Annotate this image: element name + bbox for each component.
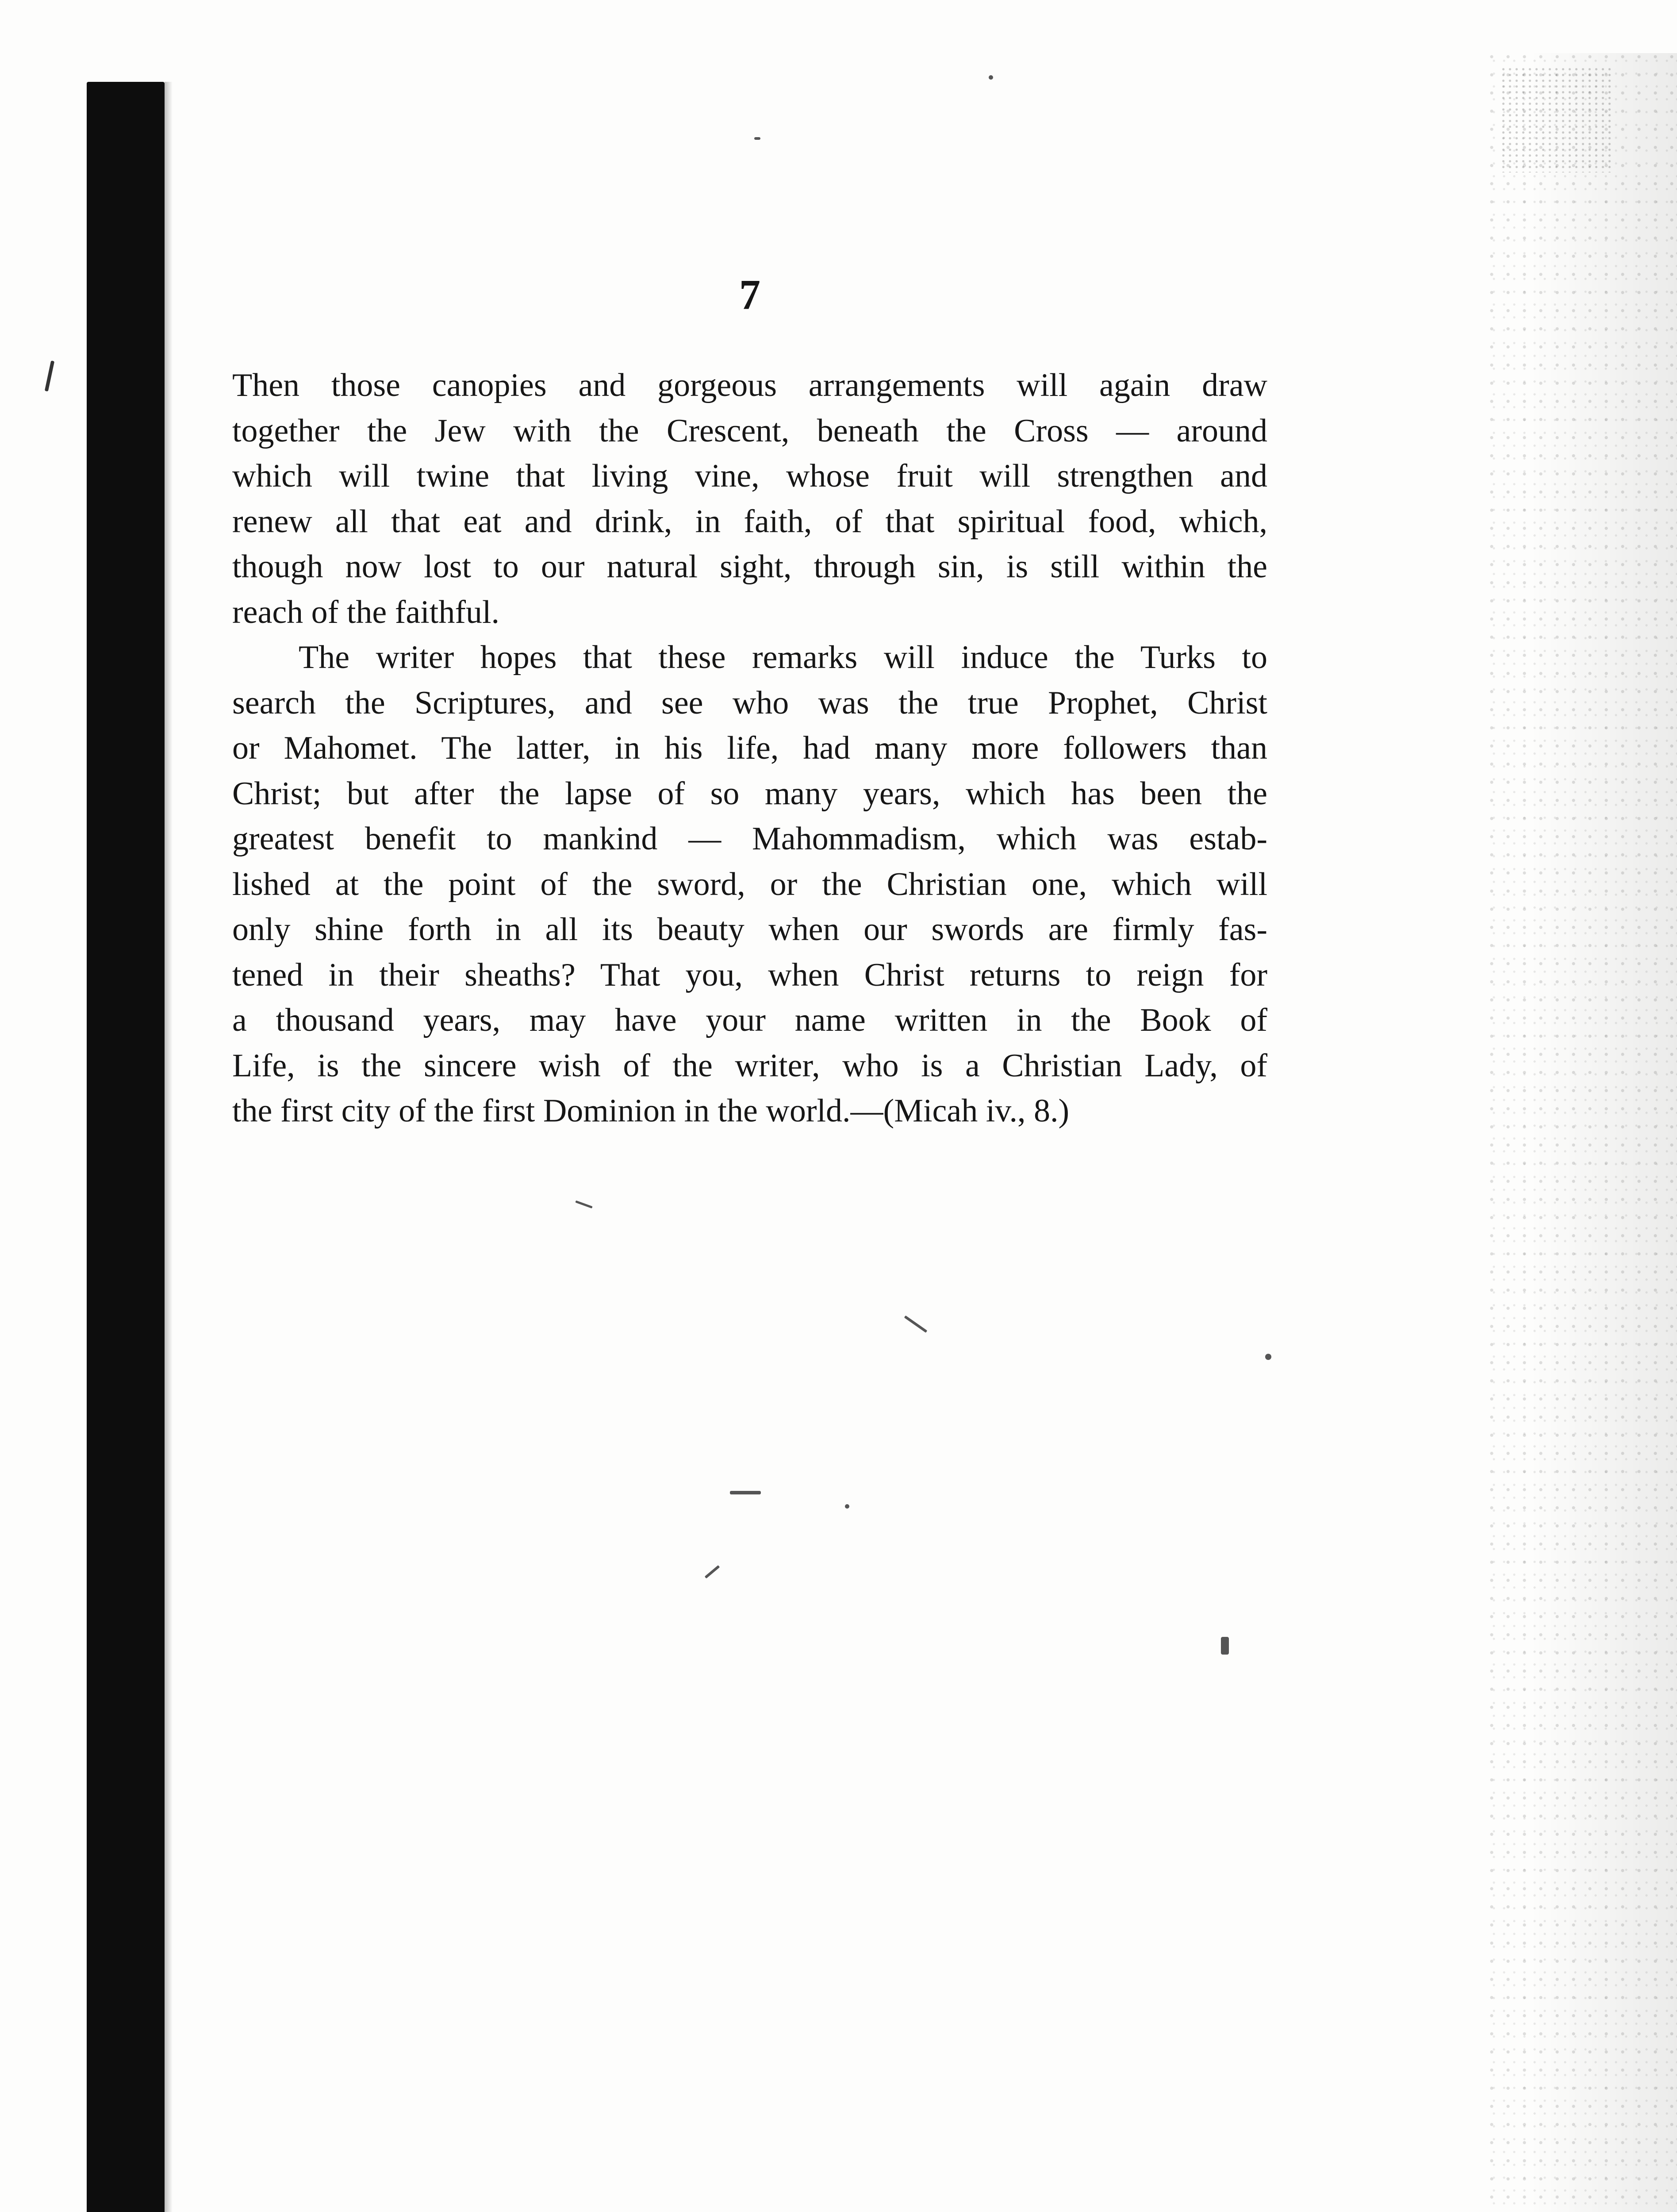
- scan-speck: [754, 137, 760, 140]
- text-line: renew all that eat and drink, in faith, of that spiritual food, which,: [232, 503, 1267, 540]
- text-line: Then those canopies and gorgeous arrangements will again draw: [232, 367, 1267, 403]
- scan-speck: [1265, 1354, 1271, 1360]
- text-line: lished at the point of the sword, or the Christian one, which will: [232, 866, 1267, 902]
- text-line: search the Scriptures, and see who was the true Prophet, Christ: [232, 684, 1267, 721]
- scan-speck: [904, 1315, 928, 1333]
- scan-speck: [575, 1200, 592, 1208]
- text-line: Life, is the sincere wish of the writer, who is a Christian Lady, of: [232, 1047, 1267, 1084]
- text-line: reach of the faithful.: [232, 594, 500, 630]
- page-edge-speckle-top: [1500, 66, 1615, 173]
- scan-speck: [705, 1565, 720, 1578]
- text-line: greatest benefit to mankind — Mahommadism, which was estab-: [232, 821, 1267, 857]
- text-line: the first city of the first Dominion in the world.—(Micah iv., 8.): [232, 1093, 1070, 1129]
- scan-speck: [845, 1504, 849, 1509]
- text-line: though now lost to our natural sight, through sin, is still within the: [232, 549, 1267, 585]
- binding-strip: [87, 82, 165, 2212]
- binding-shadow: [165, 82, 173, 2212]
- text-line: only shine forth in all its beauty when our swords are firmly fas-: [232, 911, 1267, 948]
- body-text: [232, 363, 1267, 1134]
- scan-speck: [989, 75, 993, 80]
- margin-pencil-mark: [45, 361, 54, 392]
- scan-speck: [730, 1491, 761, 1494]
- page-number: 7: [739, 271, 760, 318]
- text-line: or Mahomet. The latter, in his life, had many more followers than: [232, 730, 1267, 766]
- text-line: a thousand years, may have your name written in the Book of: [232, 1002, 1267, 1038]
- text-line: together the Jew with the Crescent, beneath the Cross — around: [232, 412, 1267, 449]
- page-edge-speckle: [1487, 53, 1677, 2212]
- text-line: Christ; but after the lapse of so many years, which has been the: [232, 775, 1267, 812]
- text-line: which will twine that living vine, whose fruit will strengthen and: [232, 458, 1267, 494]
- text-line: tened in their sheaths? That you, when Christ returns to reign for: [232, 956, 1267, 993]
- scan-speck: [1221, 1637, 1229, 1655]
- text-line: The writer hopes that these remarks will induce the Turks to: [299, 639, 1267, 676]
